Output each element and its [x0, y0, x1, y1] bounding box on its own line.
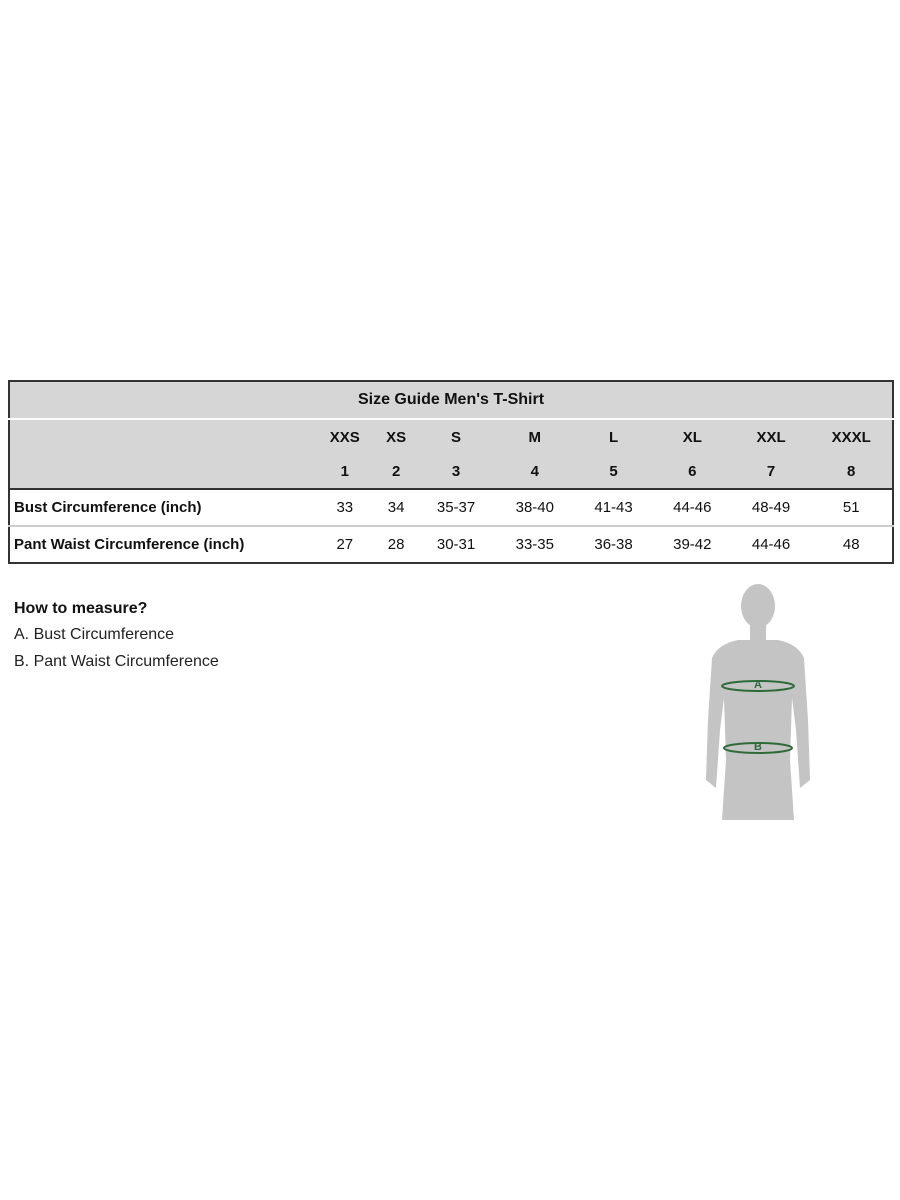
table-title: Size Guide Men's T-Shirt	[9, 381, 893, 419]
size-cell: XXS	[314, 419, 376, 454]
size-number-cell: 1	[314, 454, 376, 489]
table-cell: 48	[810, 526, 893, 563]
size-number-cell: 8	[810, 454, 893, 489]
how-to-measure-heading: How to measure?	[14, 600, 148, 617]
table-cell: 36-38	[574, 526, 653, 563]
size-number-cell: 6	[653, 454, 732, 489]
table-cell: 44-46	[732, 526, 811, 563]
size-cell: XL	[653, 419, 732, 454]
table-cell: 33	[314, 489, 376, 526]
size-cell: XXL	[732, 419, 811, 454]
table-cell: 41-43	[574, 489, 653, 526]
body-measurement-figure	[698, 580, 818, 825]
size-number-cell: 2	[376, 454, 417, 489]
size-cell: M	[495, 419, 574, 454]
size-row-empty-cell	[9, 419, 314, 454]
row-label: Bust Circumference (inch)	[9, 489, 314, 526]
table-cell: 28	[376, 526, 417, 563]
size-number-cell: 3	[417, 454, 496, 489]
table-cell: 34	[376, 489, 417, 526]
marker-b-label: B	[754, 741, 762, 753]
measure-item-bust: A. Bust Circumference	[14, 626, 175, 643]
measure-item-waist: B. Pant Waist Circumference	[14, 653, 219, 670]
size-guide-table	[8, 380, 894, 564]
table-cell: 33-35	[495, 526, 574, 563]
size-cell: L	[574, 419, 653, 454]
size-number-cell: 4	[495, 454, 574, 489]
table-cell: 51	[810, 489, 893, 526]
table-cell: 39-42	[653, 526, 732, 563]
table-cell: 30-31	[417, 526, 496, 563]
table-row-waist	[9, 526, 893, 563]
how-to-measure-section	[14, 600, 219, 680]
size-cell: S	[417, 419, 496, 454]
number-row-empty-cell	[9, 454, 314, 489]
table-cell: 27	[314, 526, 376, 563]
size-cell: XXXL	[810, 419, 893, 454]
row-label: Pant Waist Circumference (inch)	[9, 526, 314, 563]
body-silhouette	[706, 584, 810, 820]
marker-a-label: A	[754, 679, 762, 691]
size-number-row	[9, 454, 893, 489]
table-row-bust	[9, 489, 893, 526]
size-label-row	[9, 419, 893, 454]
table-cell: 38-40	[495, 489, 574, 526]
size-cell: XS	[376, 419, 417, 454]
table-cell: 48-49	[732, 489, 811, 526]
size-number-cell: 5	[574, 454, 653, 489]
table-cell: 35-37	[417, 489, 496, 526]
table-cell: 44-46	[653, 489, 732, 526]
table-title-row	[9, 381, 893, 419]
size-number-cell: 7	[732, 454, 811, 489]
